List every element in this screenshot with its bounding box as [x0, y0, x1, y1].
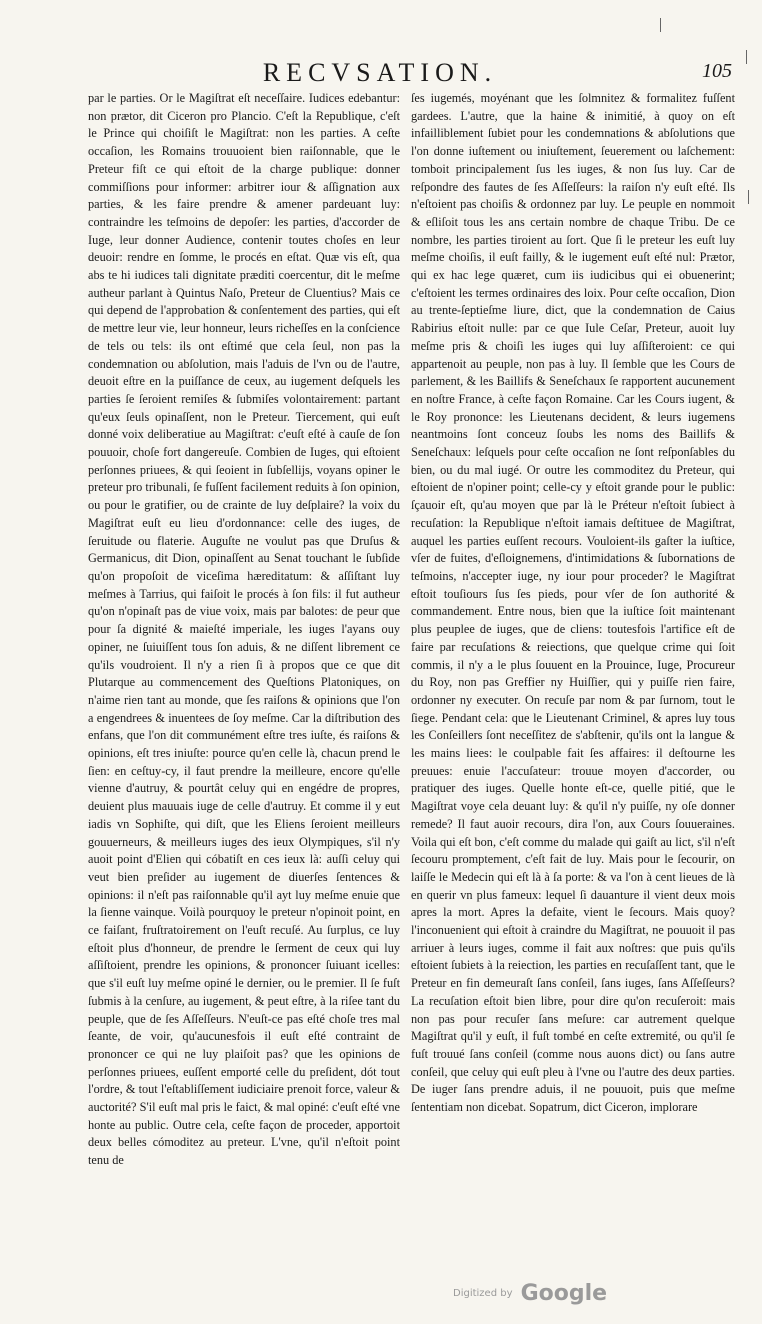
text-column-left	[88, 90, 400, 1270]
running-title: RECVSATION.	[262, 58, 498, 87]
scan-edge-mark	[746, 50, 747, 64]
scan-edge-mark	[748, 190, 749, 204]
scan-edge-mark	[660, 18, 661, 32]
watermark-prefix: Digitized by	[453, 1288, 513, 1299]
page-number: 105	[702, 60, 732, 82]
watermark-brand: Google	[520, 1281, 608, 1306]
digitized-watermark	[453, 1281, 607, 1306]
text-column-right	[411, 90, 735, 1270]
body-text-left: par le parties. Or le Magiſtrat eſt neceſſaire. Iudices edebantur: non prætor, dit Ciceron pro Plancio. C'eſt la Republique, c'eſt le Prince qui choiſiſt le Magiſtrat: non les parties. A ceſte occaſion, les Romains trouuoient bien raiſonnable, que le Preteur fiſt ce qui eſtoit de la charge publique: donner commiſſions pour informer: arbitrer iour & aſſignation aux parties, & les faire prendre & amener pardeuant luy: contraindre les teſmoins de depoſer: les parties, d'accorder de Iuge, leur donner Audience, contenir toutes choſes en leur deuoir: rendre en ſomme, le procés en eſtat. Quæ vis eſt, qua abs te hi iudices tali dignitate præditi coercentur, dit le meſme autheur parlant à Quintus Naſo, Preteur de Cluentius? Mais ce qui depend de l'approbation & conſentement des parties, qui eſt de mettre leur vie, leur honneur, leurs richeſſes en la conſcience de tels ou tels: ils ont eſtimé que cela ſeul, non pas la condemnation ou abſolution, mais l'aduis de l'vn ou de l'autre, deuoit eſtre en la puiſſance de ceux, au iugement deſquels les parties ſe ſeroient remiſes & ſubmiſes volontairement: partant qu'eux ſeuls opinaſſent, non le Preteur. Tiercement, qui euſt donné voix deliberatiue au Magiſtrat: c'euſt eſté à cauſe de ſon pouuoir, choſe fort dangereuſe. Combien de Iuges, qui eſtoient perſonnes priuees, & qui ſeoient in ſubſellijs, voyans opiner le preteur pro tribunali, ſe fuſſent facilement reduits à ſon opinion, ou pour le gratifier, ou de crainte de luy deſplaire? la voix du Magiſtrat euſt eu lieu d'ordonnance: celle des iuges, de ſeruitude ou flaterie. Auguſte ne voulut pas que Druſus & Germanicus, dit Dion, opinaſſent au Senat touchant le ſubſide qu'on propoſoit de viceſima hæreditatum: & aſſiſtant luy meſmes à Tarrius, qui faiſoit le procés à ſon fils: il fut autheur qu'on n'opinaſt pas de viue voix, mais par balotes: de peur que pour ſa dignité & maieſté imperiale, les iuges l'ayans ouy opiner, ne ſuiuiſſent tous ſon aduis, & ne diſſent librement ce qu'ils voudroient. Il n'y a rien ſi à propos que ce que dit Plutarque au commencement des Queſtions Platoniques, on n'aime rien tant au monde, que ſes raiſons & opinions que l'on a engendrees & inuentees de ſoy meſme. Car la diſtribution des enfans, que l'on dit communément eſtre tres iuſte, és raiſons & opinions, eſt tres iniuſte: pource qu'en celle là, chacun prend le ſien: en ceſtuy-cy, il faut prendre la meilleure, encore qu'elle vienne d'autruy, & pourtât celuy qui en engédre de propres, deuient plus mauuais iuge de celle d'autruy. Et comme il y eut iadis vn Sophiſte, qui diſt, que les Eliens ſeroient meilleurs gouuerneurs, & meilleurs iuges des ieux Olympiques, s'il n'y auoit point d'Elien qui cóbatiſt en ces ieux là: auſſi celuy qui veut bien preſider au iugement de diuerſes ſentences & opinions: il n'eſt pas raiſonnable qu'il ayt luy meſme enuie que la ſienne vainque. Voilà pourquoy le preteur n'opinoit point, en ce faiſant, fruſtratoirement on l'euſt recuſé. Au ſurplus, ce luy eſtoit plus d'honneur, de prendre le ſerment de ceux qui luy aſſiſtoient, prendre les opinions, & prononcer ſuiuant icelles: que s'il euſt luy meſme opiné le dernier, ou le premier. Il ſe fuſt ſubmis à la cenſure, au iugement, & peut eſtre, à la riſee tant du peuple, que de ſes Aſſeſſeurs. N'euſt-ce pas eſté choſe tres mal ſeante, de voir, qu'aucunesfois il euſt eſté contraint de prononcer ce qui ne luy plaiſoit pas? que les opinions de perſonnes priuees, euſſent emporté celle du preſident, dót tout l'ordre, & tout l'eſtabliſſement iudiciaire prenoit force, valeur & auctorité? S'il euſt mal pris le faict, & mal opiné: c'euſt eſté vne honte au public. Outre cela, ceſte façon de proceder, apportoit deux belles cómoditez au preteur. L'vne, qu'il n'eſtoit point tenu de	[88, 91, 400, 1168]
body-text-right: ſes iugemés, moyénant que les ſolmnitez & formalitez fuſſent gardees. L'autre, que la haine & inimitié, à quoy on eſt infailliblement ſubiet pour les condemnations & abſolutions que l'on donne iuſtement ou iniuſtement, ſeuerement ou laſchement: tomboit principalement ſus les iuges, & non ſus luy. Car de reſpondre des fautes de ſes Aſſeſſeurs: la raiſon n'y euſt eſté. Ils n'eſtoient pas choiſis & ordonnez par luy. Le peuple en nommoit & eſliſoit tous les ans certain nombre de chaque Tribu. De ce nombre, les parties tiroient au ſort. Que ſi le preteur les euſt luy meſme choiſis, il euſt failly, & le iugement euſt eſté nul: Prætor, qui ex hac lege quæret, cum iis iudicibus qui ei obuenerint; c'eſtoient les termes ordinaires des loix. Pour ceſte occaſion, Dion au trente-ſeptieſme liure, dict, que la condemnation de Caius Rabirius eſtoit nulle: par ce que Iule Ceſar, Preteur, auoit luy meſme pris & choiſi les iuges qui luy aſſiſteroient: ce qui appartenoit au peuple, non pas à luy. Il ſemble que les Cours de parlement, & les Baillifs & Seneſchaux ſe rapportent aucunement en noſtre France, à ceſte façon Romaine. Car les Cours iugent, & le Roy prononce: les Lieutenans decident, & leurs iugemens neantmoins ſont conceuz ſoubs les noms des Baillifs & Seneſchaux: leſquels pour ceſte occaſion ne ſont reſponſables du bien, ou du mal iugé. Or outre les commoditez du Preteur, qui eſtoient de n'opiner point; celle-cy y eſtoit grande pour le public: ſçauoir eſt, qu'au moyen que par là le Préteur n'eſtoit ſubiect à recuſation: la Republique n'eſtoit iamais deſtituee de Magiſtrat, auquel les parties euſſent recours. Vouloient-ils gaſter la iuſtice, vſer de fuites, d'eſloignemens, d'intimidations & ſubornations de teſmoins, n'accepter iuge, ny iour pour proceder? le Magiſtrat eſtoit touſiours ſus ſes pieds, pour vſer de ſon authorité & commandement. Entre nous, bien que la iuſtice ſoit maintenant plus peuplee de iuges, que de cliens: toutesfois l'artifice eſt de faire par recuſations & reiections, que quelque crime qui ſoit commis, il n'y a le plus ſouuent en la Prouince, Iuge, Procureur du Roy, non pas Greffier ny Huiſſier, qui y puiſſe rien faire, ordonner ny executer. On recuſe par nom & par ſurnom, tout le ſiege. Pendant cela: que le Lieutenant Criminel, & apres luy tous les Conſeillers ſont neceſſitez de s'abſtenir, qu'ils ont la langue & les mains liees: le coulpable fait ſes affaires: il deſtourne les preuues: enuie l'accuſateur: trouue moyen d'accorder, ou pratiquer des iuges. Quelle honte eſt-ce, quelle pitié, que le Magiſtrat voye cela deuant luy: & qu'il n'y puiſſe, ny oſe donner remede? Il faut auoir recours, dira l'on, aux Cours ſouueraines. Voila qui eſt bon, c'eſt comme du malade qui gaiſt au lict, s'il n'eſt ſecouru promptement, c'eſt fait de luy. Mais pour le ſecourir, on laiſſe le Medecin qui eſt là à ſa porte: & va l'on à cent lieues de là en querir vn plus fameux: lequel ſi dauanture il vient deux mois apres la mort. Apres la defaite, vient le ſecours. Mais quoy? l'inconuenient qui eſtoit à craindre du Magiſtrat, ne pouuoit il pas arriuer à leurs iuges, comme il fait aux noſtres: que puis qu'ils eſtoient ſubiets à la reiection, les parties en recuſaſſent tant, que le Preteur en fin demeuraſt ſans conſeil, ſans iuges, ſans Aſſeſſeurs? La recuſation eſtoit bien libre, pour dire qu'on recuſeroit: mais non pas pour recuſer ſans meſure: car autrement quelque Magiſtrat qu'il y euſt, il fuſt tombé en ceſte extremité, ou qu'il ſe fuſt trouué ſans conſeil (comme nous auons dict) ou ſans autre conſeil, que celuy qui euſt pleu à l'vne ou l'autre des deux parties. De iuger ſans prendre aduis, il ne pouuoit, puis que meſme ſententiam non dicebat. Sopatrum, dict Ciceron, implorare	[411, 91, 735, 1115]
